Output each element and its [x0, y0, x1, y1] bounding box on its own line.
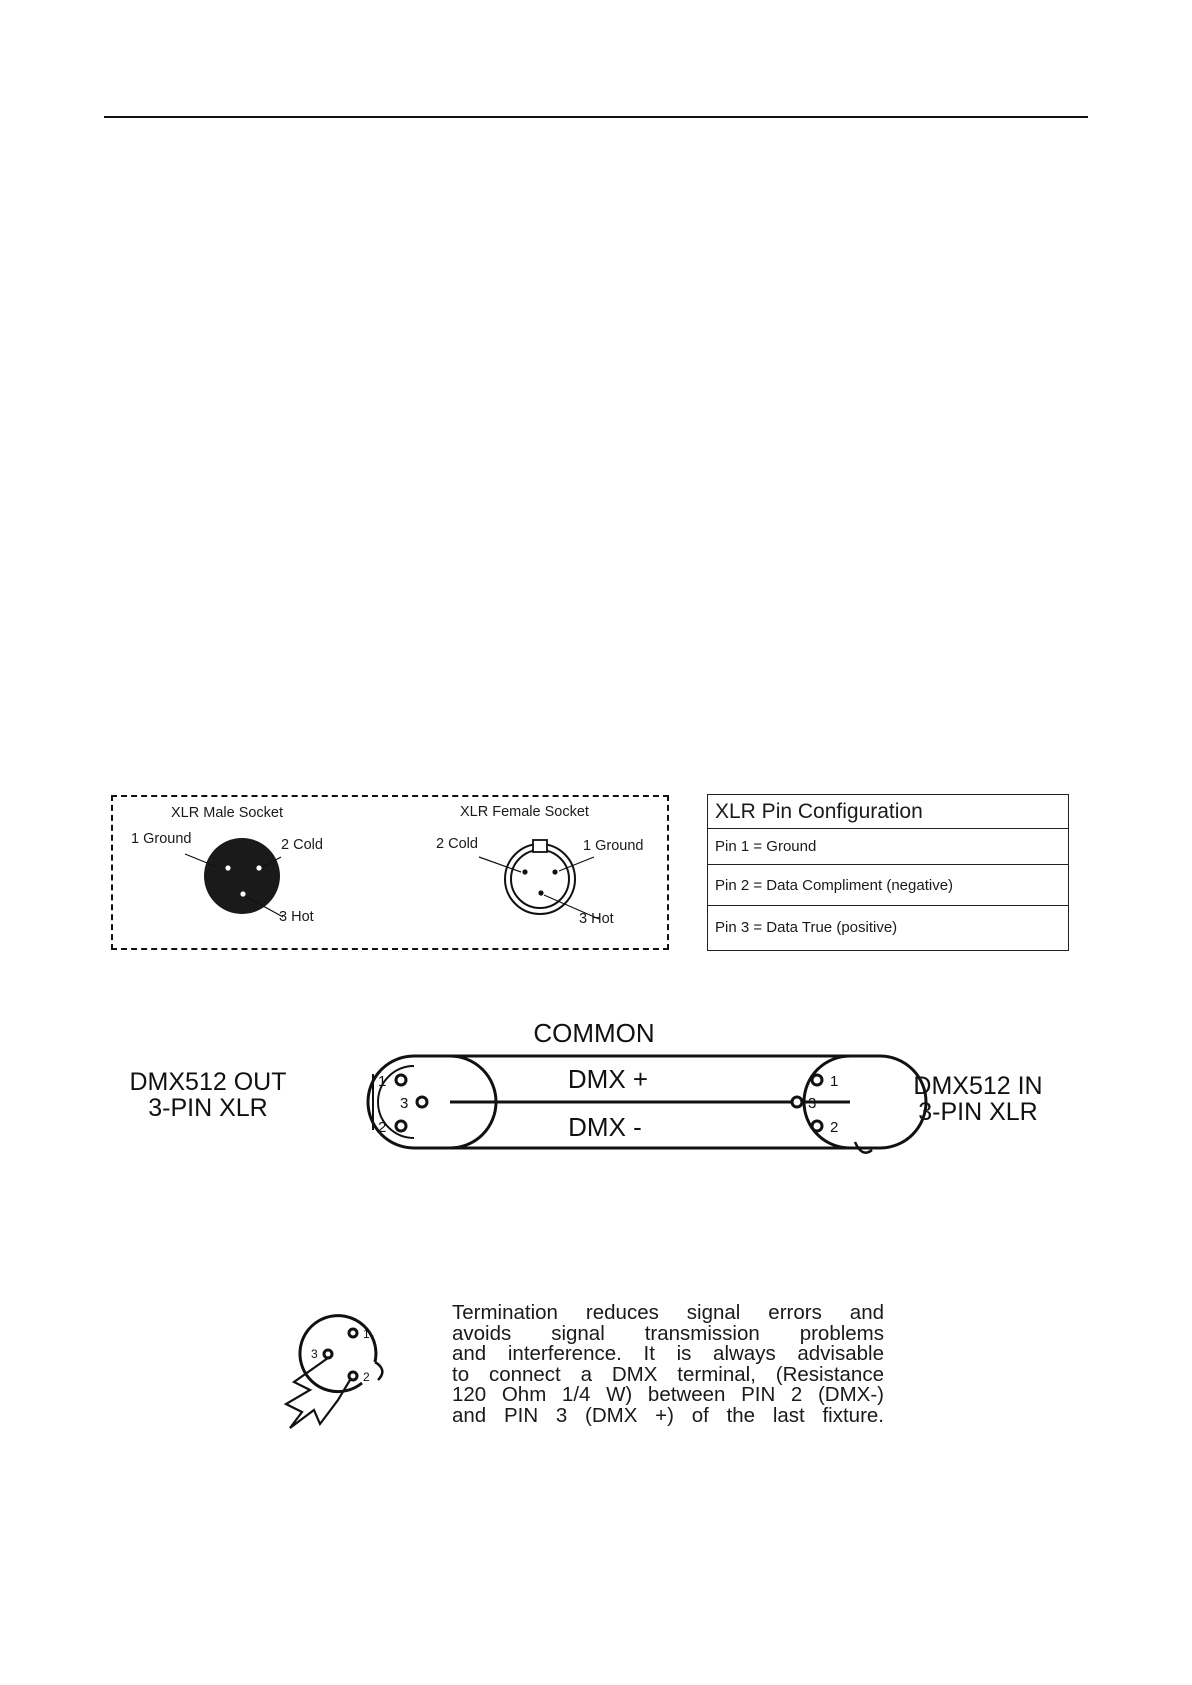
term-pin-3-label: 3 [311, 1347, 318, 1361]
dmx-in-label-line2: 3-PIN XLR [918, 1098, 1038, 1126]
out-pin-1-label: 1 [378, 1073, 387, 1090]
term-pin-1 [349, 1329, 357, 1337]
in-pin-1-label: 1 [830, 1073, 839, 1090]
top-rule [104, 116, 1088, 118]
female-pin-3 [538, 890, 543, 895]
female-pin-1-label: 1 Ground [583, 838, 644, 854]
termination-line-3: and interference. It is always advisable [452, 1342, 884, 1365]
female-pin-2-label: 2 Cold [436, 836, 478, 852]
male-socket-body [204, 838, 280, 914]
in-pin-3 [792, 1097, 802, 1107]
term-pin-2 [349, 1372, 357, 1380]
female-pin-2 [522, 869, 527, 874]
female-pin-3-label: 3 Hot [579, 911, 614, 927]
pin-table-row-1: Pin 1 = Ground [708, 829, 1068, 865]
male-pin-1 [225, 865, 230, 870]
xlr-pin-configuration-table [707, 794, 1069, 951]
termination-line-6: and PIN 3 (DMX +) of the last fixture. [452, 1403, 884, 1427]
termination-line-5: 120 Ohm 1/4 W) between PIN 2 (DMX-) [452, 1383, 884, 1406]
female-socket-inner [511, 850, 569, 908]
in-pin-1 [812, 1075, 822, 1085]
female-socket-title: XLR Female Socket [460, 804, 589, 820]
dmx-out-label-line1: DMX512 OUT [129, 1068, 287, 1096]
out-pin-1 [396, 1075, 406, 1085]
out-pin-3 [417, 1097, 427, 1107]
term-connector-nub [375, 1362, 382, 1380]
termination-line-4: to connect a DMX terminal, (Resistance [452, 1362, 884, 1386]
pin-table-title: XLR Pin Configuration [708, 795, 1068, 829]
dmx-minus-label: DMX - [568, 1112, 642, 1142]
dmx-plus-label: DMX + [567, 1064, 649, 1094]
term-pin-1-label: 1 [363, 1327, 370, 1341]
out-pin-2 [396, 1121, 406, 1131]
in-pin-2-label: 2 [830, 1119, 839, 1136]
in-pin-2 [812, 1121, 822, 1131]
male-socket-title: XLR Male Socket [171, 805, 284, 821]
termination-connector-icon [280, 1300, 420, 1440]
out-pin-3-label: 3 [400, 1095, 409, 1112]
termination-line-2: avoids signal transmission problems [452, 1321, 884, 1345]
dmx-in-label-line1: DMX512 IN [913, 1072, 1043, 1100]
female-socket-key [533, 840, 547, 852]
male-pin-1-label: 1 Ground [131, 831, 192, 847]
xlr-socket-diagram [111, 795, 669, 950]
pin-table-row-2: Pin 2 = Data Compliment (negative) [708, 865, 1068, 906]
in-pin-3-label: 3 [808, 1095, 817, 1112]
dmx-out-label-line2: 3-PIN XLR [148, 1094, 268, 1122]
male-pin-3 [240, 891, 245, 896]
termination-paragraph [452, 1303, 884, 1426]
male-pin-2 [256, 865, 261, 870]
term-pin-3 [324, 1350, 332, 1358]
out-pin-2-label: 2 [378, 1119, 387, 1136]
male-pin-2-label: 2 Cold [281, 837, 323, 853]
female-pin-1 [552, 869, 557, 874]
pin-table-row-3: Pin 3 = Data True (positive) [715, 919, 898, 936]
termination-line-1: Termination reduces signal errors and [452, 1301, 884, 1324]
common-label: COMMON [533, 1018, 655, 1048]
dmx-cable-diagram [120, 1010, 1070, 1180]
male-pin-3-label: 3 Hot [279, 909, 314, 925]
term-pin-2-label: 2 [363, 1370, 370, 1384]
